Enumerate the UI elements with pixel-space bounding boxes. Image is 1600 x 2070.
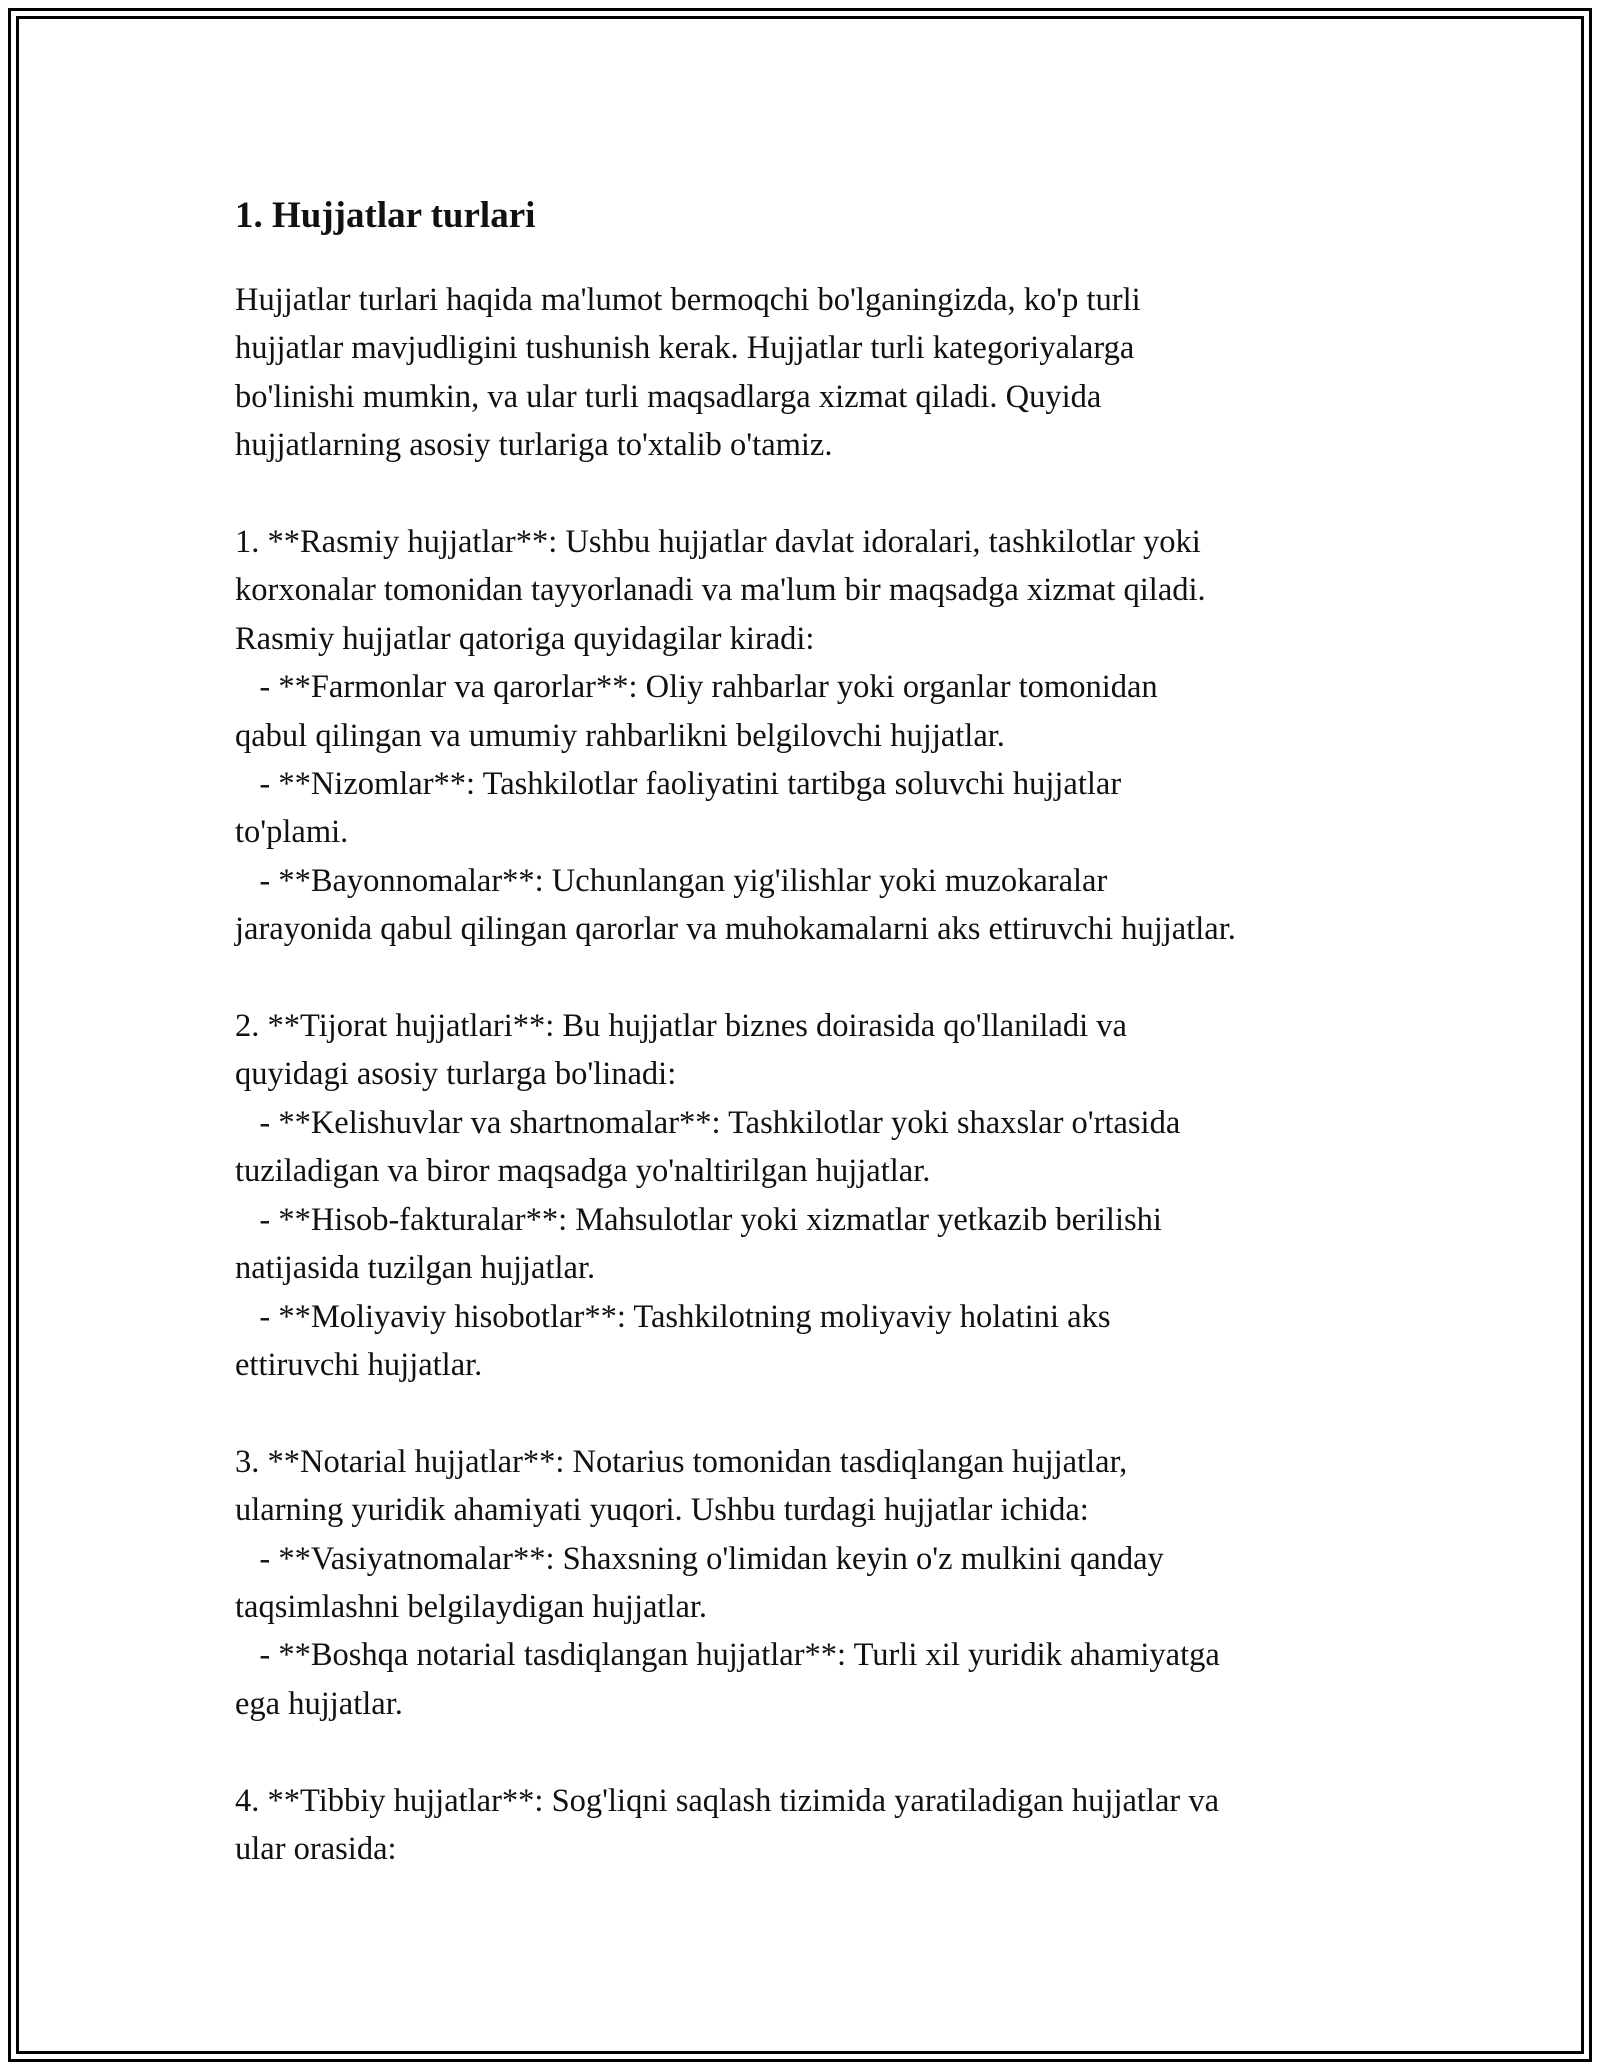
text-line: Rasmiy hujjatlar qatoriga quyidagilar kiradi: (235, 620, 815, 657)
text-line: - **Vasiyatnomalar**: Shaxsning o'limidan keyin o'z mulkini qanday (235, 1540, 1164, 1577)
text-line: ularning yuridik ahamiyati yuqori. Ushbu turdagi hujjatlar ichida: (235, 1492, 1089, 1529)
paragraph-spacer (235, 954, 1395, 1002)
paragraph (235, 276, 1395, 470)
text-line: to'plami. (235, 814, 349, 851)
text-line: - **Bayonnomalar**: Uchunlangan yig'ilishlar yoki muzokaralar (235, 862, 1108, 899)
text-line: qabul qilingan va umumiy rahbarlikni belgilovchi hujjatlar. (235, 717, 1005, 754)
paragraph (235, 1777, 1395, 1874)
text-line: ega hujjatlar. (235, 1685, 403, 1722)
text-line: quyidagi asosiy turlarga bo'linadi: (235, 1056, 677, 1093)
text-line: - **Nizomlar**: Tashkilotlar faoliyatini tartibga soluvchi hujjatlar (235, 766, 1122, 803)
text-line: hujjatlarning asosiy turlariga to'xtalib o'tamiz. (235, 427, 833, 464)
text-line: 4. **Tibbiy hujjatlar**: Sog'liqni saqlash tizimida yaratiladigan hujjatlar va (235, 1782, 1220, 1819)
text-line: taqsimlashni belgilaydigan hujjatlar. (235, 1588, 708, 1625)
text-line: - **Kelishuvlar va shartnomalar**: Tashkilotlar yoki shaxslar o'rtasida (235, 1104, 1181, 1141)
text-line: bo'linishi mumkin, va ular turli maqsadlarga xizmat qiladi. Quyida (235, 378, 1102, 415)
text-line: ettiruvchi hujjatlar. (235, 1346, 483, 1383)
paragraph (235, 1438, 1395, 1728)
document-body (235, 186, 1395, 1873)
paragraph (235, 518, 1395, 954)
text-line: tuziladigan va biror maqsadga yo'naltirilgan hujjatlar. (235, 1153, 931, 1190)
paragraph-spacer (235, 1728, 1395, 1776)
text-line: Hujjatlar turlari haqida ma'lumot bermoqchi bo'lganingizda, ko'p turli (235, 282, 1141, 318)
paragraph-spacer (235, 1389, 1395, 1437)
text-line: hujjatlar mavjudligini tushunish kerak. Hujjatlar turli kategoriyalarga (235, 330, 1135, 367)
text-line: jarayonida qabul qilingan qarorlar va muhokamalarni aks ettiruvchi hujjatlar. (235, 911, 1236, 948)
paragraph-spacer (235, 470, 1395, 518)
text-line: ular orasida: (235, 1830, 397, 1867)
text-line: 3. **Notarial hujjatlar**: Notarius tomonidan tasdiqlangan hujjatlar, (235, 1443, 1128, 1480)
text-line: natijasida tuzilgan hujjatlar. (235, 1250, 596, 1287)
text-line: - **Farmonlar va qarorlar**: Oliy rahbarlar yoki organlar tomonidan (235, 669, 1158, 706)
paragraph-list (235, 276, 1395, 1873)
text-line: 1. **Rasmiy hujjatlar**: Ushbu hujjatlar davlat idoralari, tashkilotlar yoki (235, 524, 1201, 561)
paragraph (235, 1002, 1395, 1389)
section-heading: 1. Hujjatlar turlari (235, 195, 536, 236)
text-line: korxonalar tomonidan tayyorlanadi va ma'lum bir maqsadga xizmat qiladi. (235, 572, 1206, 609)
text-line: 2. **Tijorat hujjatlari**: Bu hujjatlar biznes doirasida qo'llaniladi va (235, 1008, 1127, 1045)
text-line: - **Boshqa notarial tasdiqlangan hujjatlar**: Turli xil yuridik ahamiyatga (235, 1637, 1220, 1674)
text-line: - **Moliyaviy hisobotlar**: Tashkilotning moliyaviy holatini aks (235, 1298, 1111, 1335)
text-line: - **Hisob-fakturalar**: Mahsulotlar yoki xizmatlar yetkazib berilishi (235, 1201, 1162, 1238)
